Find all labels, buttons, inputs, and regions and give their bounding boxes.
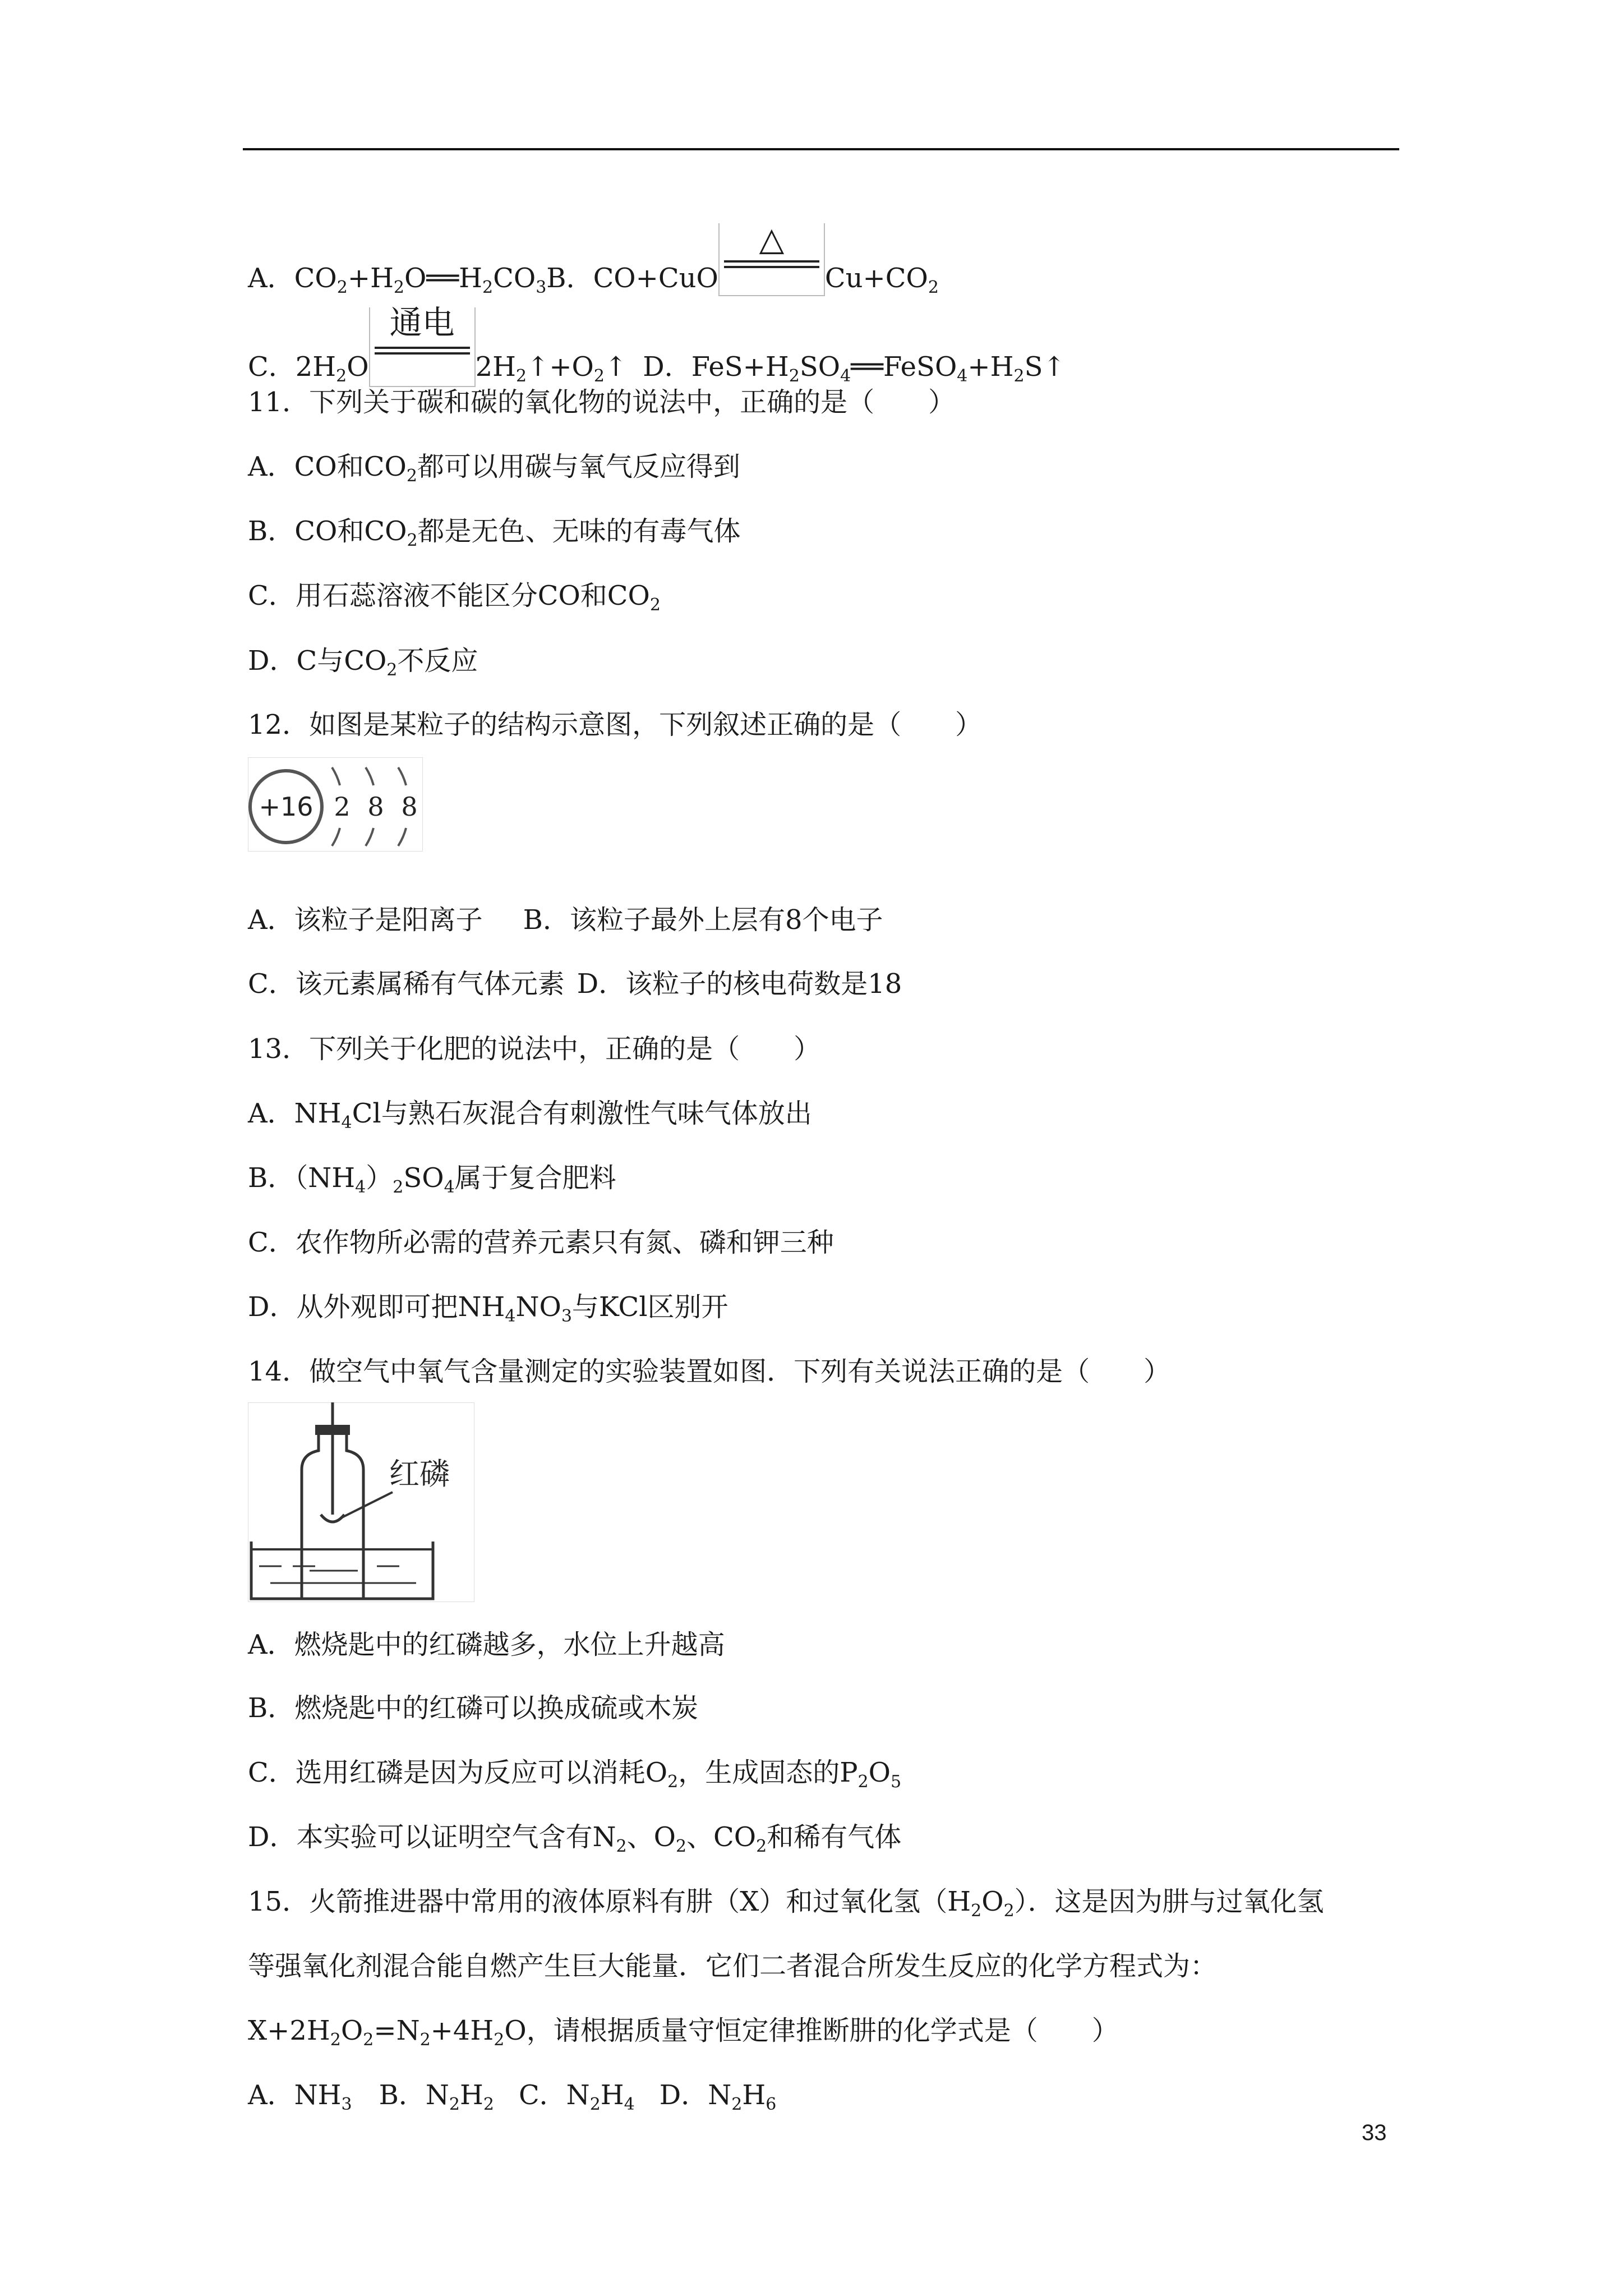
q10-options-cd: [248, 303, 1066, 387]
q12-option-d: D．该粒子的核电荷数是18: [577, 968, 902, 1000]
page-number: 33: [1362, 2120, 1387, 2145]
q10-d-equation: $FeS+H_2SO_4══FeSO_4+H_2S↑$: [691, 351, 1066, 386]
q10-b-right: $Cu+CO_2$: [824, 263, 939, 297]
q12-stem: 12．如图是某粒子的结构示意图，下列叙述正确的是（ ）: [248, 709, 983, 740]
q10-c-left: $2H_2O$: [295, 351, 369, 386]
red-phosphorus-label: 红磷: [389, 1456, 450, 1492]
q10-a-equation: $CO_2+H_2O══H_2CO_3$: [294, 263, 547, 297]
q10-b-left: CO+CuO: [593, 263, 718, 294]
q11-option-c: C．用石蕊溶液不能区分CO和$CO_2$: [248, 580, 661, 615]
q15-options: [248, 2077, 776, 2113]
q11-option-d: D．C与$CO_2$不反应: [248, 645, 478, 680]
q10-c-condition: [369, 303, 476, 387]
q13-option-b: B．$(NH_4)_2SO_4$属于复合肥料: [248, 1162, 616, 1197]
q11-option-b: B．CO和$CO_2$都是无色、无味的有毒气体: [248, 516, 741, 550]
q15-option-c: C．$N_2H_4$: [518, 2079, 635, 2114]
q11-stem: 11．下列关于碳和碳的氧化物的说法中，正确的是（ ）: [248, 386, 956, 418]
q15-stem-line3: $X+2H_2O_2=N_2+4H_2O$，请根据质量守恒定律推断肼的化学式是（ ）: [248, 2015, 1119, 2050]
q14-option-d: D．本实验可以证明空气含有$N_2$、$O_2$、$CO_2$和稀有气体: [248, 1821, 902, 1856]
q13-option-c: C．农作物所必需的营养元素只有氮、磷和钾三种: [248, 1227, 834, 1258]
q10-d-label: D．: [643, 351, 691, 383]
q14-option-c: C．选用红磷是因为反应可以消耗$O_2$，生成固态的$P_2O_5$: [248, 1757, 902, 1792]
q15-option-a: A．$NH_3$: [248, 2079, 352, 2114]
q15-option-b: B．$N_2H_2$: [379, 2079, 494, 2114]
shell-3-electrons: 8: [401, 792, 418, 822]
q13-option-a: A．$NH_4Cl$与熟石灰混合有刺激性气味气体放出: [248, 1098, 812, 1133]
electrolysis-label: 通电: [389, 303, 455, 342]
q12-option-c: C．该元素属稀有气体元素: [248, 968, 565, 1000]
q13-stem: 13．下列关于化肥的说法中，正确的是（ ）: [248, 1033, 821, 1065]
q10-c-right: $2H_2↑+O_2↑$: [475, 351, 628, 386]
q10-options-ab: [248, 220, 939, 297]
q14-option-b: B．燃烧匙中的红磷可以换成硫或木炭: [248, 1692, 699, 1724]
oxygen-content-apparatus: [248, 1402, 474, 1602]
q10-b-condition: [718, 220, 825, 296]
q14-stem: 14．做空气中氧气含量测定的实验装置如图．下列有关说法正确的是（ ）: [248, 1356, 1171, 1387]
q10-c-label: C．: [248, 351, 296, 383]
q12-option-b: B．该粒子最外上层有8个电子: [523, 904, 883, 936]
shell-2-electrons: 8: [367, 792, 384, 822]
shell-1-electrons: 2: [334, 792, 351, 822]
q12-options-row1: [248, 902, 883, 938]
header-rule: [243, 148, 1399, 150]
q10-b-label: B．: [546, 263, 593, 294]
q10-a-label: A．: [248, 263, 294, 294]
q12-options-row2: [248, 966, 902, 1002]
q15-option-d: D．$N_2H_6$: [659, 2079, 777, 2114]
q13-option-d: D．从外观即可把$NH_4NO_3$与KCl区别开: [248, 1291, 728, 1326]
q12-option-a: A．该粒子是阳离子: [248, 904, 483, 936]
q14-option-a: A．燃烧匙中的红磷越多，水位上升越高: [248, 1629, 725, 1660]
q15-stem-line2: 等强氧化剂混合能自燃产生巨大能量．它们二者混合所发生反应的化学方程式为：: [248, 1950, 1218, 1982]
nucleus-charge: +16: [259, 792, 313, 822]
q11-option-a: A．CO和$CO_2$都可以用碳与氧气反应得到: [248, 451, 740, 486]
atomic-structure-diagram: [248, 757, 423, 852]
q15-stem-line1: 15．火箭推进器中常用的液体原料有肼（X）和过氧化氢$(H_2O_2)$．这是因为肼与过氧化氢: [248, 1886, 1324, 1921]
heat-symbol: △: [759, 220, 785, 258]
